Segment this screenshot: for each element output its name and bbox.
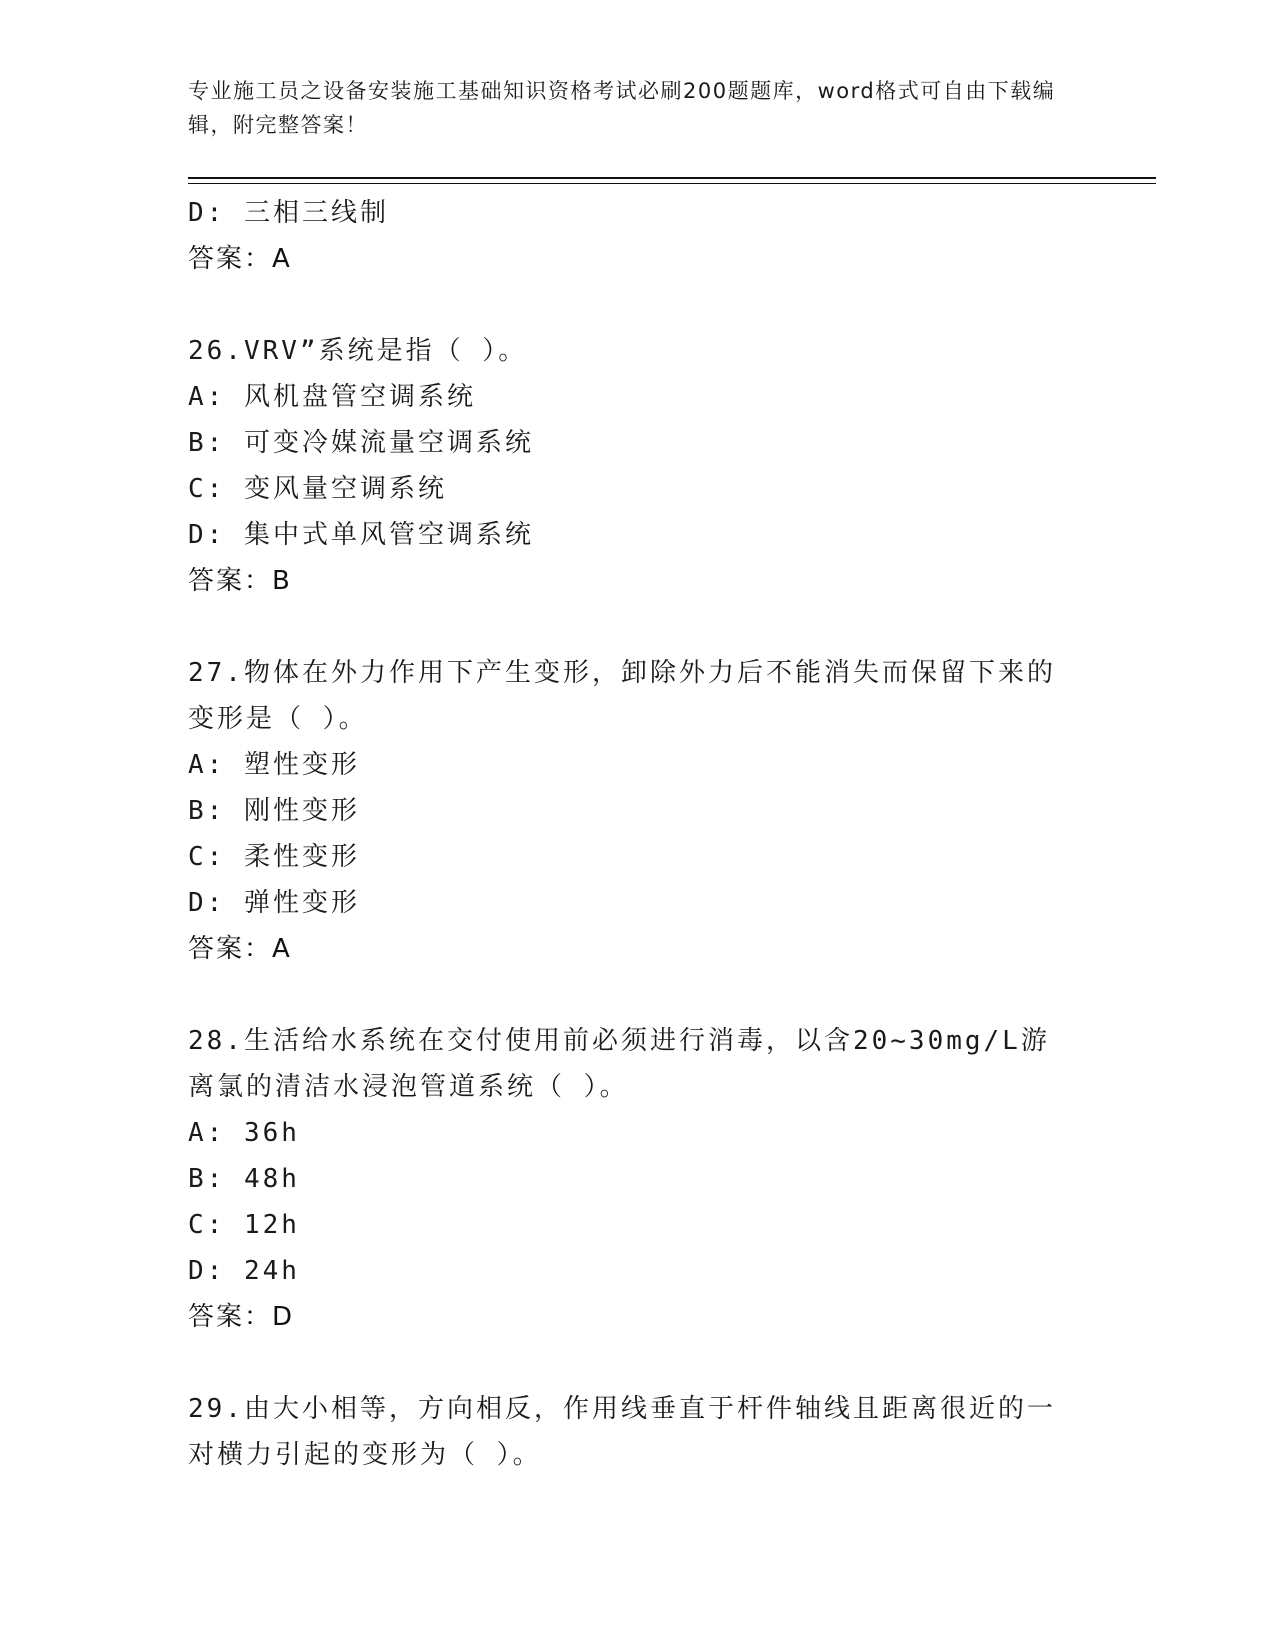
header-rule-thick [188,177,1156,179]
question-27-answer: 答案：A [188,934,292,964]
header-rule-thin [188,183,1156,184]
question-28-option-c: C: 12h [188,1210,300,1240]
spacer [188,604,1088,650]
prev-option-d: D: 三相三线制 [188,198,389,228]
question-26-option-b: B: 可变冷媒流量空调系统 [188,428,534,458]
question-27-option-d: D: 弹性变形 [188,888,360,918]
spacer [188,1340,1088,1386]
question-list [188,190,1088,1478]
question-27-option-c: C: 柔性变形 [188,842,360,872]
question-26-option-d: D: 集中式单风管空调系统 [188,520,534,550]
question-28-answer: 答案：D [188,1302,295,1332]
question-28-option-a: A: 36h [188,1118,300,1148]
page-header: 专业施工员之设备安装施工基础知识资格考试必刷200题题库，word格式可自由下载编辑，附完整答案！ [188,79,1056,137]
question-26-option-c: C: 变风量空调系统 [188,474,447,504]
question-27-option-a: A: 塑性变形 [188,750,360,780]
question-29 [188,1386,1088,1478]
question-29-text: 29.由大小相等，方向相反，作用线垂直于杆件轴线且距离很近的一对横力引起的变形为（ ）。 [188,1394,1056,1470]
question-27 [188,650,1088,972]
spacer [188,972,1088,1018]
spacer [188,282,1088,328]
question-26-text: 26.VRV”系统是指（ ）。 [188,336,528,366]
question-28-text: 28.生活给水系统在交付使用前必须进行消毒，以含20~30mg/L游离氯的清洁水浸泡管道系统（ ）。 [188,1026,1050,1102]
question-28 [188,1018,1088,1340]
question-26-answer: 答案：B [188,566,292,596]
question-27-text: 27.物体在外力作用下产生变形，卸除外力后不能消失而保留下来的变形是（ ）。 [188,658,1056,734]
prev-answer: 答案：A [188,244,292,274]
question-28-option-b: B: 48h [188,1164,300,1194]
question-26 [188,328,1088,604]
question-26-option-a: A: 风机盘管空调系统 [188,382,476,412]
question-28-option-d: D: 24h [188,1256,300,1286]
question-27-option-b: B: 刚性变形 [188,796,360,826]
